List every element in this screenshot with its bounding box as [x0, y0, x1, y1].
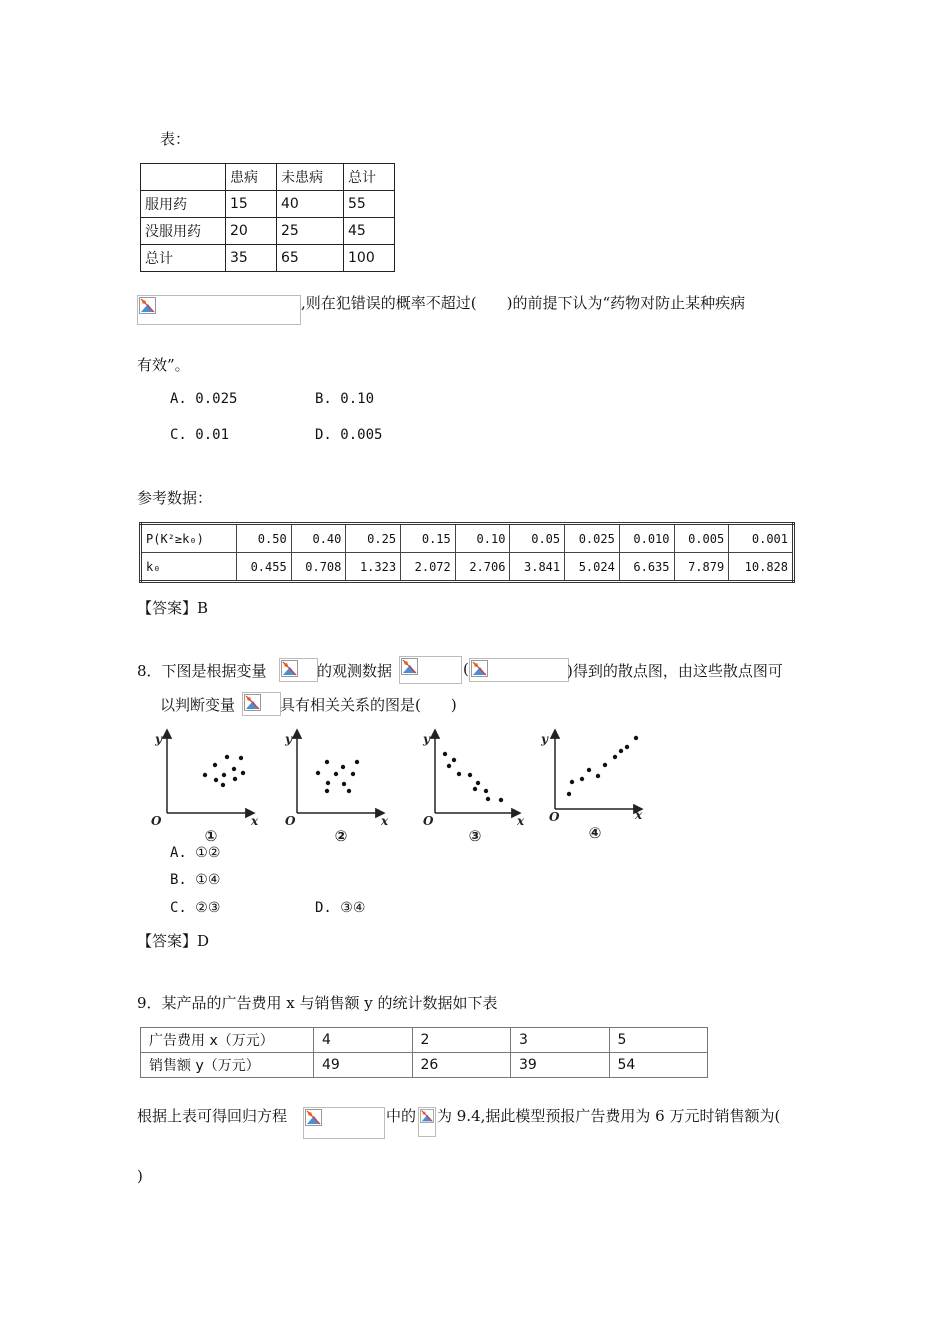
- formula-image-placeholder: [137, 295, 301, 325]
- table-cell: 55: [344, 191, 395, 218]
- question-statement: ,则在犯错误的概率不超过( )的前提下认为“药物对防止某种疾病: [301, 294, 746, 312]
- origin-label: O: [285, 814, 296, 828]
- table-cell: 0.40: [291, 524, 346, 553]
- data-point: [225, 755, 229, 759]
- option-a: A. 0.025: [170, 391, 238, 407]
- answer-q7: 【答案】B: [137, 599, 209, 617]
- table-cell: 20: [226, 218, 277, 245]
- data-point: [634, 736, 638, 740]
- data-point: [484, 789, 488, 793]
- table-row: [141, 1053, 708, 1078]
- origin-label: O: [423, 814, 434, 828]
- origin-label: O: [549, 810, 560, 824]
- data-point: [570, 780, 574, 784]
- broken-image-icon: [281, 660, 298, 677]
- data-point: [221, 783, 225, 787]
- y-axis-label: y: [423, 732, 430, 746]
- table-cell: 0.15: [401, 524, 456, 553]
- table-cell: 0.10: [455, 524, 510, 553]
- table-row: [141, 164, 395, 191]
- table-cell: 100: [344, 245, 395, 272]
- data-point: [342, 782, 346, 786]
- data-point: [203, 773, 207, 777]
- scatter-plots-figure: [145, 727, 655, 845]
- table-cell: 服用药: [141, 191, 226, 218]
- plot-label-4: ④: [588, 824, 602, 842]
- table-cell: 0.708: [291, 553, 346, 582]
- data-point: [499, 798, 503, 802]
- broken-image-icon: [420, 1109, 434, 1123]
- table-header-cell: 总计: [344, 164, 395, 191]
- table-header-cell: 患病: [226, 164, 277, 191]
- answer-q8: 【答案】D: [137, 932, 210, 950]
- data-point: [239, 756, 243, 760]
- broken-image-icon: [244, 694, 261, 711]
- q8-text-part4: )得到的散点图，由这些散点图可: [567, 662, 783, 680]
- question-statement-cont: 有效”。: [137, 356, 190, 374]
- table-row-label: 广告费用 x（万元）: [141, 1028, 314, 1053]
- data-point: [457, 772, 461, 776]
- q8-text-part3: (: [463, 660, 469, 678]
- reference-table: [139, 522, 795, 583]
- data-point: [596, 774, 600, 778]
- table-cell: 7.879: [674, 553, 729, 582]
- table-cell: 0.010: [619, 524, 674, 553]
- table-cell: 2.072: [401, 553, 456, 582]
- broken-image-icon: [305, 1109, 322, 1126]
- data-point: [232, 767, 236, 771]
- option-b: B. ①④: [170, 872, 221, 888]
- table-cell: 总计: [141, 245, 226, 272]
- table-cell: 3: [511, 1028, 610, 1053]
- data-point: [447, 764, 451, 768]
- data-point: [619, 749, 623, 753]
- data-point: [341, 765, 345, 769]
- table-cell: 10.828: [729, 553, 794, 582]
- option-d: D. 0.005: [315, 427, 383, 443]
- data-point: [603, 763, 607, 767]
- x-axis-label: x: [517, 814, 525, 828]
- table-row-label: P(K²≥k₀): [141, 524, 237, 553]
- broken-image-icon: [139, 297, 156, 314]
- data-point: [587, 768, 591, 772]
- data-point: [355, 760, 359, 764]
- table-cell: 25: [277, 218, 344, 245]
- data-point: [325, 789, 329, 793]
- scatter-plot-4: [540, 731, 643, 824]
- table-row-label: k₀: [141, 553, 237, 582]
- option-a: A. ①②: [170, 845, 221, 861]
- table-cell: 35: [226, 245, 277, 272]
- table-cell: 2: [412, 1028, 511, 1053]
- data-point: [325, 760, 329, 764]
- coefficient-image-placeholder: [418, 1107, 436, 1137]
- plot-label-3: ③: [468, 827, 482, 845]
- q9-text-part1: 根据上表可得回归方程: [137, 1107, 288, 1125]
- table-cell: 没服用药: [141, 218, 226, 245]
- q9-text-part3: 为 9.4,据此模型预报广告费用为 6 万元时销售额为(: [437, 1107, 781, 1125]
- table-cell: 1.323: [346, 553, 401, 582]
- table-cell: 40: [277, 191, 344, 218]
- data-point: [351, 772, 355, 776]
- broken-image-icon: [401, 658, 418, 675]
- variable-image-placeholder: [242, 692, 281, 716]
- table-row: [141, 524, 794, 553]
- scatter-plot-1: [151, 731, 259, 828]
- data-point: [347, 789, 351, 793]
- table-row: [141, 218, 395, 245]
- scatter-plot-3: [422, 731, 525, 828]
- origin-label: O: [151, 814, 162, 828]
- plot-label-2: ②: [334, 827, 348, 845]
- q8-text-part1: 8．下图是根据变量: [137, 662, 267, 680]
- table-cell: 45: [344, 218, 395, 245]
- x-axis-label: x: [381, 814, 389, 828]
- option-c: C. ②③: [170, 900, 221, 916]
- y-axis-label: y: [541, 732, 548, 746]
- table-cell: 0.25: [346, 524, 401, 553]
- data-point: [567, 792, 571, 796]
- y-axis-label: y: [285, 732, 292, 746]
- advertising-sales-table: [140, 1027, 708, 1078]
- table-cell: 0.50: [237, 524, 292, 553]
- table-cell: 39: [511, 1053, 610, 1078]
- table-cell: [141, 164, 226, 191]
- table-cell: 0.001: [729, 524, 794, 553]
- regression-equation-image-placeholder: [303, 1107, 385, 1139]
- table-row-label: 销售额 y（万元）: [141, 1053, 314, 1078]
- data-point: [334, 772, 338, 776]
- option-c: C. 0.01: [170, 427, 230, 443]
- data-point: [443, 752, 447, 756]
- data-point: [326, 781, 330, 785]
- broken-image-icon: [471, 660, 488, 677]
- data-point: [476, 781, 480, 785]
- q9-text-part4: ): [137, 1167, 143, 1185]
- x-axis-label: x: [635, 808, 643, 822]
- data-point: [213, 763, 217, 767]
- data-point: [486, 797, 490, 801]
- option-b: B. 0.10: [315, 391, 375, 407]
- table-cell: 26: [412, 1053, 511, 1078]
- table-cell: 3.841: [510, 553, 565, 582]
- table-cell: 0.025: [565, 524, 620, 553]
- data-point: [316, 771, 320, 775]
- data-point: [233, 777, 237, 781]
- data-point: [468, 773, 472, 777]
- data-point: [473, 787, 477, 791]
- table-row: [141, 1028, 708, 1053]
- q8-text-part2: 的观测数据: [317, 662, 393, 680]
- q9-intro: 9．某产品的广告费用 x 与销售额 y 的统计数据如下表: [137, 994, 498, 1012]
- table-cell: 15: [226, 191, 277, 218]
- data-image-placeholder: [399, 656, 462, 684]
- table-row: [141, 553, 794, 582]
- index-image-placeholder: [469, 658, 569, 682]
- variable-image-placeholder: [279, 658, 318, 682]
- data-point: [214, 778, 218, 782]
- table-header-cell: 未患病: [277, 164, 344, 191]
- table-cell: 5.024: [565, 553, 620, 582]
- table-row: [141, 245, 395, 272]
- x-axis-label: x: [251, 814, 259, 828]
- option-d: D. ③④: [315, 900, 366, 916]
- y-axis-label: y: [155, 732, 162, 746]
- table-row: [141, 191, 395, 218]
- table-cell: 2.706: [455, 553, 510, 582]
- table-cell: 0.455: [237, 553, 292, 582]
- contingency-table: [140, 163, 395, 272]
- data-point: [452, 758, 456, 762]
- table-cell: 0.005: [674, 524, 729, 553]
- data-point: [580, 777, 584, 781]
- data-point: [222, 773, 226, 777]
- table-cell: 65: [277, 245, 344, 272]
- q9-text-part2: 中的: [386, 1107, 417, 1125]
- reference-label: 参考数据：: [137, 489, 213, 507]
- table-cell: 0.05: [510, 524, 565, 553]
- table-cell: 6.635: [619, 553, 674, 582]
- table-cell: 5: [609, 1028, 708, 1053]
- table-cell: 4: [314, 1028, 413, 1053]
- data-point: [241, 771, 245, 775]
- plot-label-1: ①: [204, 827, 218, 845]
- table-label: 表：: [160, 130, 191, 148]
- table-cell: 54: [609, 1053, 708, 1078]
- scatter-plot-2: [284, 731, 389, 828]
- q8-line2-part1: 以判断变量: [160, 696, 236, 714]
- data-point: [613, 755, 617, 759]
- q8-line2-part2: 具有相关关系的图是( ): [280, 696, 457, 714]
- table-cell: 49: [314, 1053, 413, 1078]
- data-point: [625, 745, 629, 749]
